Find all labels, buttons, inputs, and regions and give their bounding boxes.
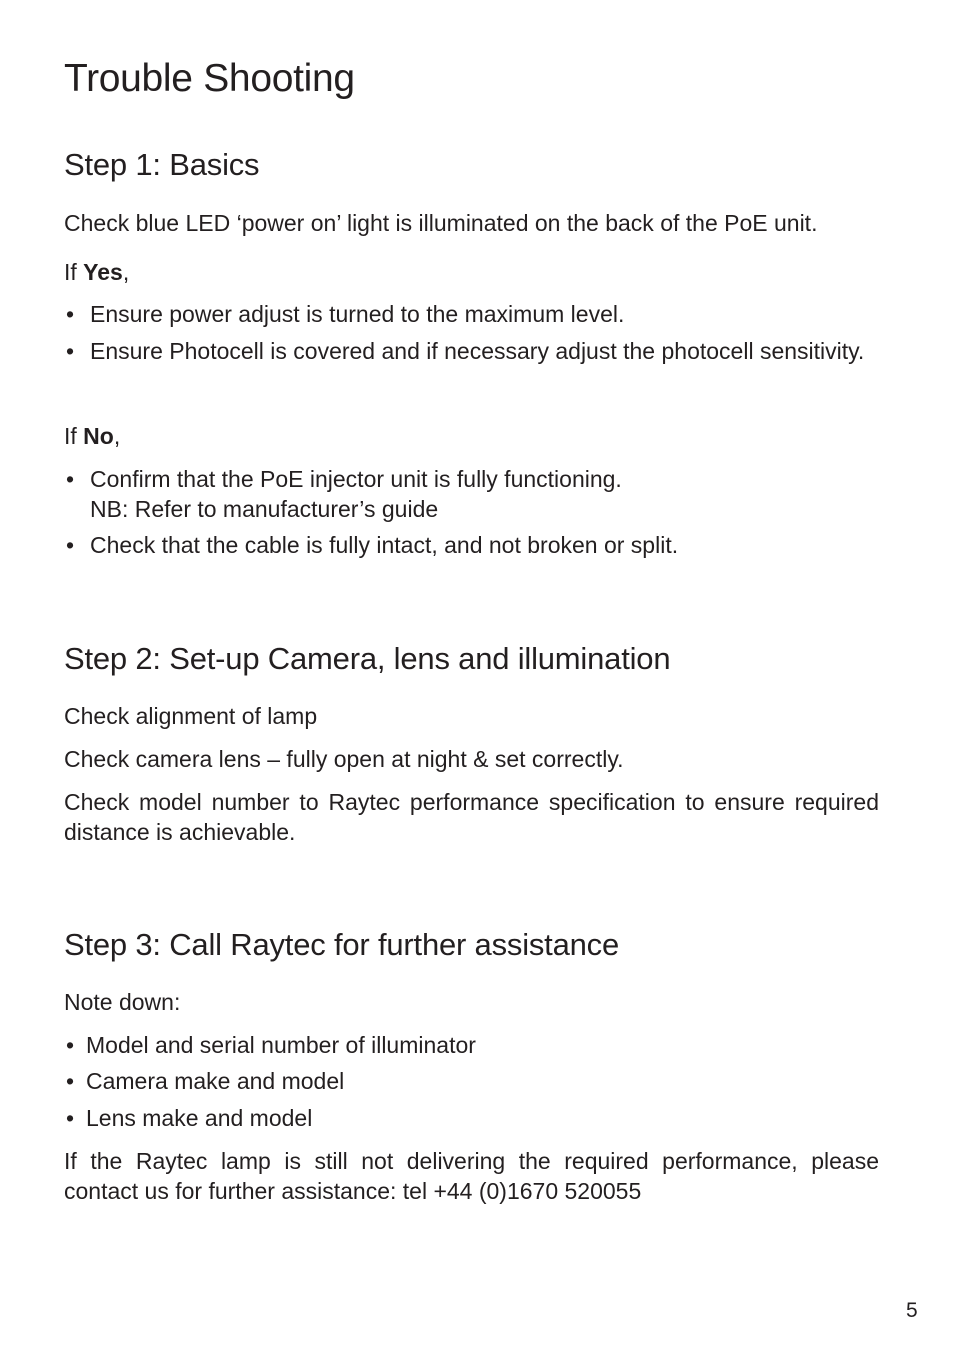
if-yes-prefix: If [64, 259, 84, 285]
list-item-text: Model and serial number of illuminator [86, 1032, 476, 1058]
step3-closing: If the Raytec lamp is still not delivering the required performance, please contact us for further assistance: tel +44 (0)1670 520055 [64, 1148, 879, 1204]
list-item-text: Ensure power adjust is turned to the maximum level. [90, 301, 625, 327]
list-item [64, 299, 879, 329]
if-yes-suffix: , [122, 259, 130, 285]
if-no-keyword: No [83, 423, 114, 449]
step1-if-no [64, 421, 879, 451]
if-no-suffix: , [113, 423, 121, 449]
step2-paragraph: Check alignment of lamp [64, 703, 318, 729]
bullet-icon: • [66, 1032, 75, 1058]
list-item [64, 464, 879, 524]
step1-intro: Check blue LED ‘power on’ light is illuminated on the back of the PoE unit. [64, 210, 818, 236]
bullet-icon: • [66, 338, 75, 364]
step2-heading: Step 2: Set-up Camera, lens and illumination [64, 641, 671, 676]
list-item-text: Check that the cable is fully intact, and not broken or split. [90, 532, 679, 558]
list-item [64, 530, 879, 560]
list-item [64, 336, 879, 366]
step2-paragraph: Check camera lens – fully open at night & set correctly. [64, 746, 624, 772]
if-no-prefix: If [64, 423, 84, 449]
bullet-icon: • [66, 466, 75, 492]
list-item-text: Camera make and model [86, 1068, 345, 1094]
page-number: 5 [906, 1299, 918, 1322]
bullet-icon: • [66, 1105, 75, 1131]
step1-heading: Step 1: Basics [64, 147, 260, 182]
list-item [64, 1103, 879, 1133]
list-item-text: Ensure Photocell is covered and if necessary adjust the photocell sensitivity. [90, 338, 865, 364]
step3-note: Note down: [64, 989, 181, 1015]
bullet-icon: • [66, 1068, 75, 1094]
bullet-icon: • [66, 301, 75, 327]
list-item [64, 1030, 879, 1060]
list-item-text: Lens make and model [86, 1105, 313, 1131]
page-title: Trouble Shooting [64, 57, 355, 100]
step1-if-yes [64, 257, 879, 287]
list-item [64, 1066, 879, 1096]
bullet-icon: • [66, 532, 75, 558]
if-yes-keyword: Yes [83, 259, 123, 285]
list-item-text: Confirm that the PoE injector unit is fully functioning. [90, 466, 622, 492]
step2-paragraph: Check model number to Raytec performance specification to ensure required distance is achievable. [64, 789, 879, 845]
step3-heading: Step 3: Call Raytec for further assistance [64, 927, 620, 962]
list-item-note: NB: Refer to manufacturer’s guide [90, 496, 439, 522]
